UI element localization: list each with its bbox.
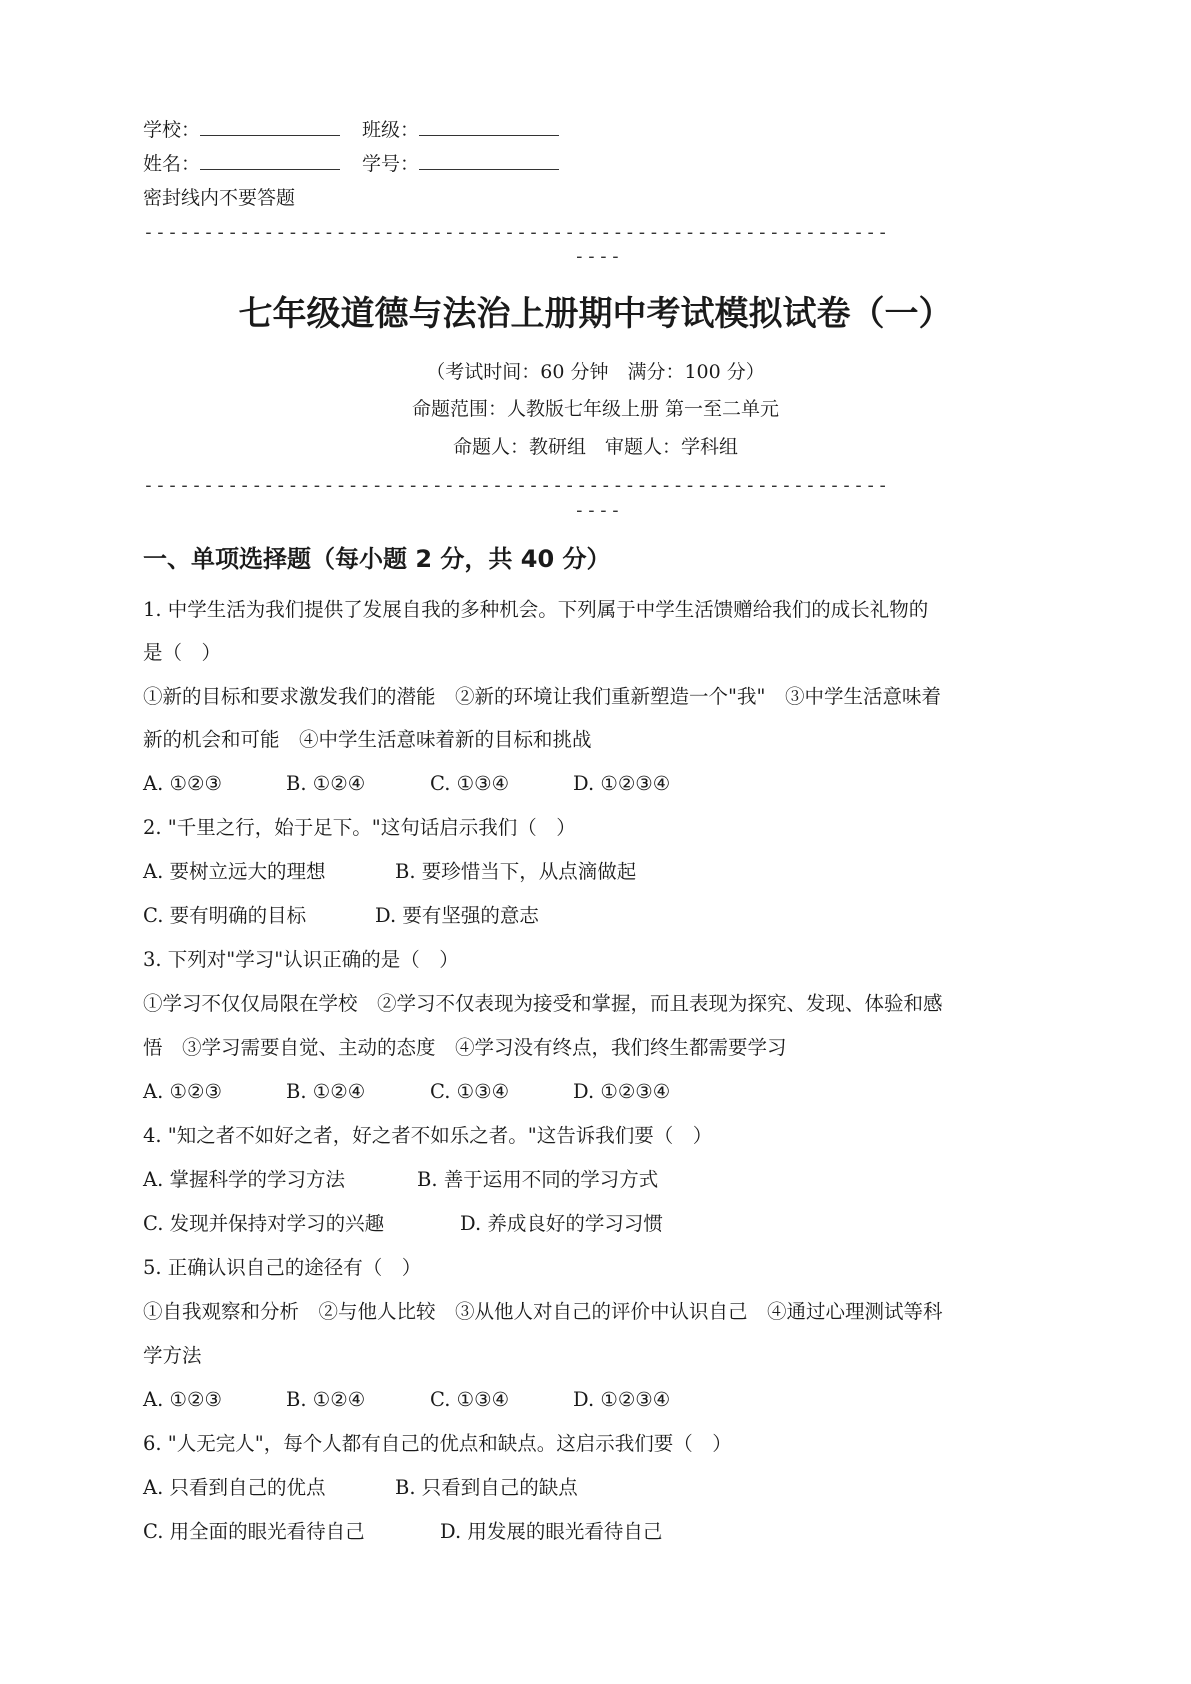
q5-option-d[interactable]: D. ①②③④ — [573, 1388, 671, 1411]
info-row-2 — [143, 152, 581, 176]
name-blank — [200, 155, 340, 170]
q4-option-c[interactable]: C. 发现并保持对学习的兴趣 — [143, 1212, 385, 1235]
exam-time-score: （考试时间：60 分钟 满分：100 分） — [426, 361, 765, 383]
q2-option-b[interactable]: B. 要珍惜当下，从点滴做起 — [395, 860, 637, 883]
q1-option-b[interactable]: B. ①②④ — [286, 772, 366, 795]
q1-items-cont: 新的机会和可能 ④中学生活意味着新的目标和挑战 — [143, 728, 592, 751]
q3-option-d[interactable]: D. ①②③④ — [573, 1080, 671, 1103]
q5-items: ①自我观察和分析 ②与他人比较 ③从他人对自己的评价中认识自己 ④通过心理测试等科 — [143, 1300, 943, 1323]
q1-option-c[interactable]: C. ①③④ — [430, 772, 510, 795]
number-label: 学号： — [362, 153, 420, 175]
q2-option-d[interactable]: D. 要有坚强的意志 — [375, 904, 539, 927]
seal-note: 密封线内不要答题 — [143, 187, 296, 209]
q6-option-b[interactable]: B. 只看到自己的缺点 — [395, 1476, 578, 1499]
q5-items-cont: 学方法 — [143, 1344, 202, 1367]
school-blank — [200, 121, 340, 136]
q3-option-c[interactable]: C. ①③④ — [430, 1080, 510, 1103]
q1-stem-cont: 是（ ） — [143, 641, 222, 664]
class-label: 班级： — [362, 119, 420, 141]
q5-option-c[interactable]: C. ①③④ — [430, 1388, 510, 1411]
q5-option-a[interactable]: A. ①②③ — [143, 1388, 222, 1411]
q3-items-cont: 悟 ③学习需要自觉、主动的态度 ④学习没有终点，我们终生都需要学习 — [143, 1036, 787, 1059]
title-dash-line: -------------------------------------------------------------- — [143, 475, 890, 496]
q1-option-d[interactable]: D. ①②③④ — [573, 772, 671, 795]
q6-option-c[interactable]: C. 用全面的眼光看待自己 — [143, 1520, 365, 1543]
q5-option-b[interactable]: B. ①②④ — [286, 1388, 366, 1411]
q1-stem: 1. 中学生活为我们提供了发展自我的多种机会。下列属于中学生活馈赠给我们的成长礼物的 — [143, 598, 929, 621]
exam-authors: 命题人：教研组 审题人：学科组 — [452, 436, 738, 458]
info-row-1 — [143, 118, 581, 142]
class-blank — [419, 121, 559, 136]
q6-stem: 6. "人无完人"，每个人都有自己的优点和缺点。这启示我们要（ ） — [143, 1432, 732, 1455]
q4-stem: 4. "知之者不如好之者，好之者不如乐之者。"这告诉我们要（ ） — [143, 1124, 713, 1147]
seal-dash-tail: ---- — [573, 246, 623, 267]
school-label: 学校： — [143, 119, 201, 141]
q6-option-d[interactable]: D. 用发展的眼光看待自己 — [440, 1520, 663, 1543]
q3-items: ①学习不仅仅局限在学校 ②学习不仅表现为接受和掌握，而且表现为探究、发现、体验和感 — [143, 992, 943, 1015]
name-label: 姓名： — [143, 153, 201, 175]
q5-stem: 5. 正确认识自己的途径有（ ） — [143, 1256, 422, 1279]
q3-stem: 3. 下列对"学习"认识正确的是（ ） — [143, 948, 459, 971]
exam-title: 七年级道德与法治上册期中考试模拟试卷（一） — [238, 294, 953, 334]
section-heading: 一、单项选择题（每小题 2 分，共 40 分） — [143, 545, 611, 573]
q2-option-a[interactable]: A. 要树立远大的理想 — [143, 860, 326, 883]
q3-option-b[interactable]: B. ①②④ — [286, 1080, 366, 1103]
q4-option-b[interactable]: B. 善于运用不同的学习方式 — [417, 1168, 659, 1191]
q2-option-c[interactable]: C. 要有明确的目标 — [143, 904, 307, 927]
q1-option-a[interactable]: A. ①②③ — [143, 772, 222, 795]
seal-dash-line: -------------------------------------------------------------- — [143, 222, 890, 243]
q2-stem: 2. "千里之行，始于足下。"这句话启示我们（ ） — [143, 816, 576, 839]
title-dash-tail: ---- — [573, 500, 623, 521]
q3-option-a[interactable]: A. ①②③ — [143, 1080, 222, 1103]
q6-option-a[interactable]: A. 只看到自己的优点 — [143, 1476, 326, 1499]
q1-items: ①新的目标和要求激发我们的潜能 ②新的环境让我们重新塑造一个"我" ③中学生活意味着 — [143, 685, 941, 708]
number-blank — [419, 155, 559, 170]
exam-scope: 命题范围：人教版七年级上册 第一至二单元 — [411, 398, 780, 420]
q4-option-a[interactable]: A. 掌握科学的学习方法 — [143, 1168, 345, 1191]
q4-option-d[interactable]: D. 养成良好的学习习惯 — [460, 1212, 663, 1235]
